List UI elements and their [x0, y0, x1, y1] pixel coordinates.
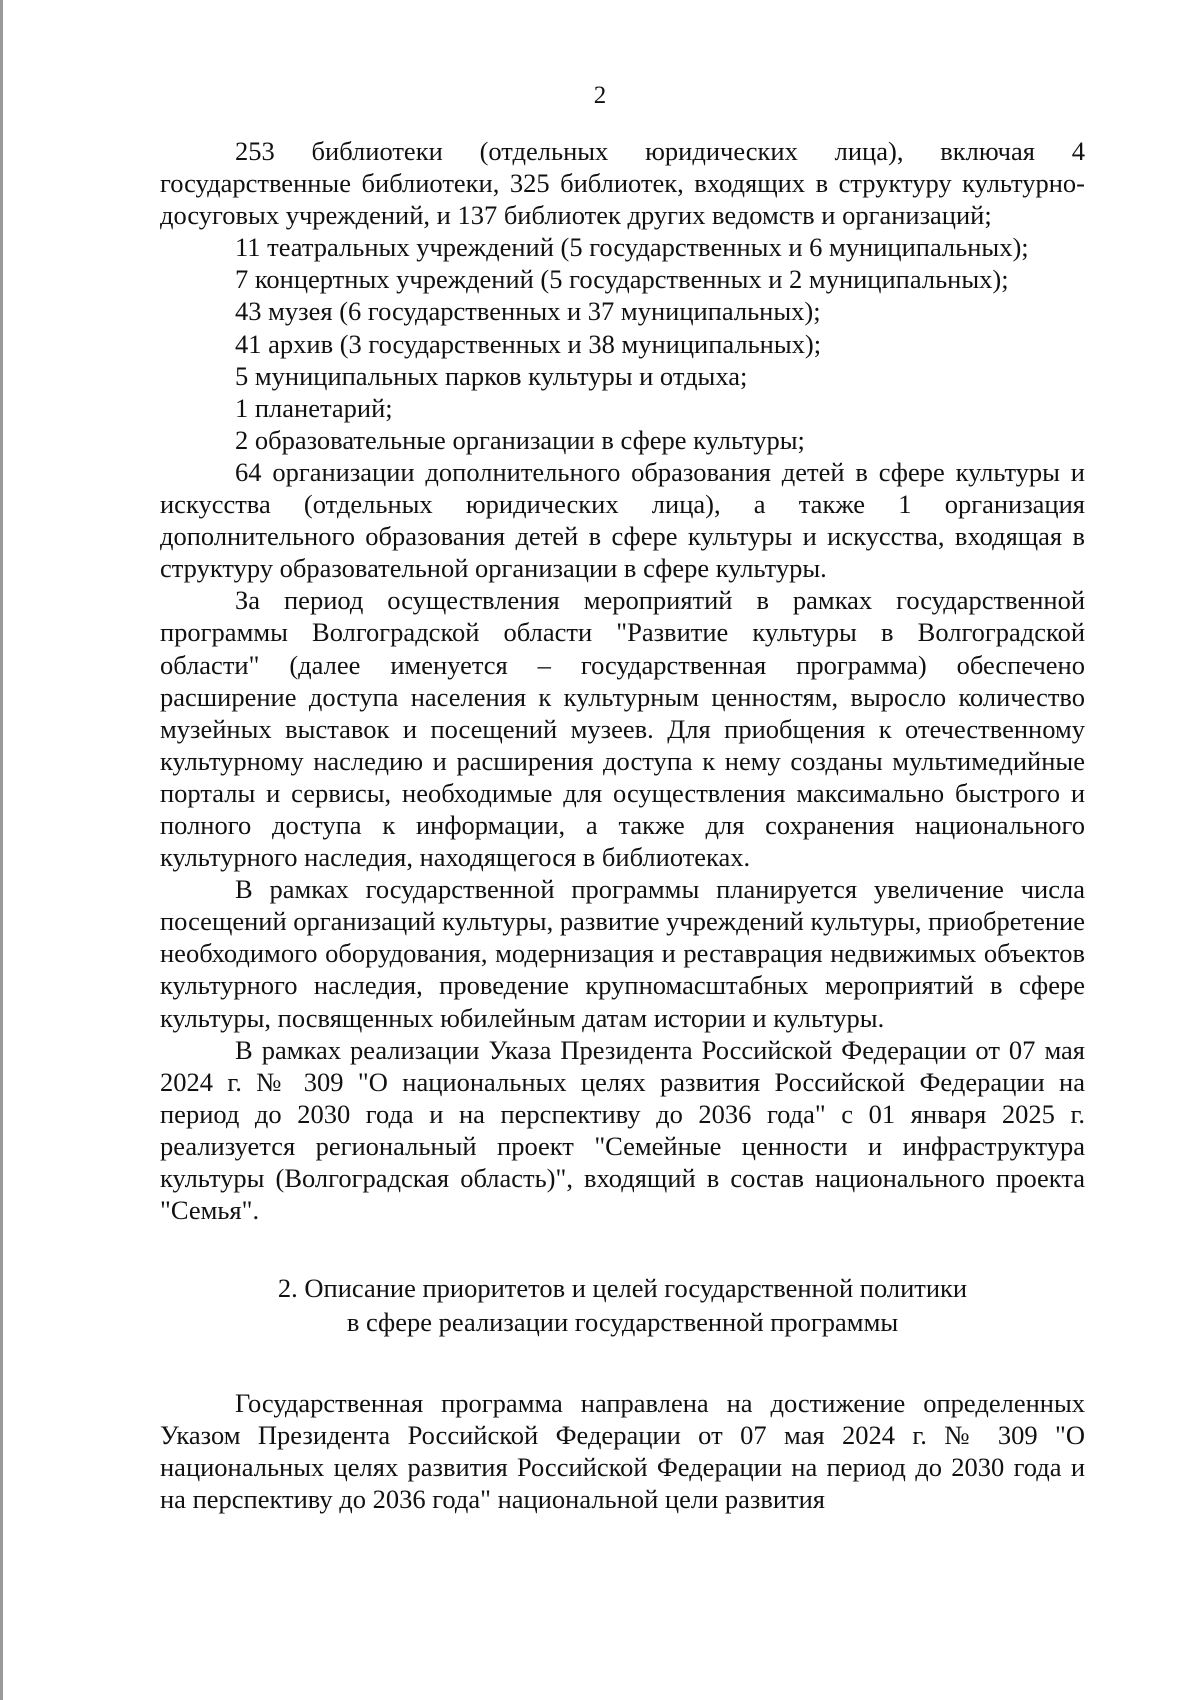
paragraph-museums: 43 музея (6 государственных и 37 муниципальных);	[235, 296, 821, 327]
paragraph-concert-institutions: 7 концертных учреждений (5 государственных и 2 муниципальных);	[235, 264, 1009, 295]
paragraph-libraries: 253 библиотеки (отдельных юридических лица), включая 4 государственные библиотеки, 325 библиотек, входящих в структуру культурно-досуговых учреждений, и 137 библиотек других ведомств и организаций;	[160, 136, 1085, 231]
paragraph-program-plans: В рамках государственной программы планируется увеличение числа посещений организаций культуры, развитие учреждений культуры, приобретение необходимого оборудования, модернизация и реставрация недвижимых объектов культурного наследия, проведение крупномасштабных мероприятий в сфере культуры, посвященных юбилейным датам истории и культуры.	[160, 874, 1085, 1033]
paragraph-theatres: 11 театральных учреждений (5 государственных и 6 муниципальных);	[235, 232, 1029, 263]
paragraph-planetarium: 1 планетарий;	[235, 392, 393, 423]
scan-edge-line	[0, 0, 3, 1700]
paragraph-parks: 5 муниципальных парков культуры и отдыха;	[235, 360, 748, 391]
paragraph-program-goal: Государственная программа направлена на достижение определенных Указом Президента Российской Федерации от 07 мая 2024 г. № 309 "О национальных целях развития Российской Федерации на период до 2030 года и на перспективу до 2036 года" национальной цели развития	[160, 1388, 1085, 1515]
page-number: 2	[593, 82, 607, 109]
paragraph-program-results: За период осуществления мероприятий в рамках государственной программы Волгоградской области "Развитие культуры в Волгоградской области" (далее именуется – государственная программа) обеспечено расширение доступа населения к культурным ценностям, выросло количество музейных выставок и посещений музеев. Для приобщения к отечественному культурному наследию и расширения доступа к нему созданы мультимедийные порталы и сервисы, необходимые для осуществления максимально быстрого и полного доступа к информации, а также для сохранения национального культурного наследия, находящегося в библиотеках.	[160, 585, 1085, 873]
paragraph-archives: 41 архив (3 государственных и 38 муниципальных);	[235, 328, 822, 359]
section-heading	[160, 1271, 1085, 1339]
document-body	[160, 135, 1085, 1516]
paragraph-additional-education: 64 организации дополнительного образования детей в сфере культуры и искусства (отдельных юридических лица), а также 1 организация дополнительного образования детей в сфере культуры и искусства, входящая в структуру образовательной организации в сфере культуры.	[160, 456, 1085, 584]
section-heading-line-2: в сфере реализации государственной программы	[346, 1307, 899, 1338]
paragraph-regional-project: В рамках реализации Указа Президента Российской Федерации от 07 мая 2024 г. № 309 "О национальных целях развития Российской Федерации на период до 2030 года и на перспективу до 2036 года" с 01 января 2025 г. реализуется региональный проект "Семейные ценности и инфраструктура культуры (Волгоградская область)", входящий в состав национального проекта "Семья".	[160, 1034, 1085, 1226]
section-heading-line-1: 2. Описание приоритетов и целей государственной политики	[277, 1273, 968, 1304]
paragraph-educational-organizations: 2 образовательные организации в сфере культуры;	[235, 424, 805, 455]
